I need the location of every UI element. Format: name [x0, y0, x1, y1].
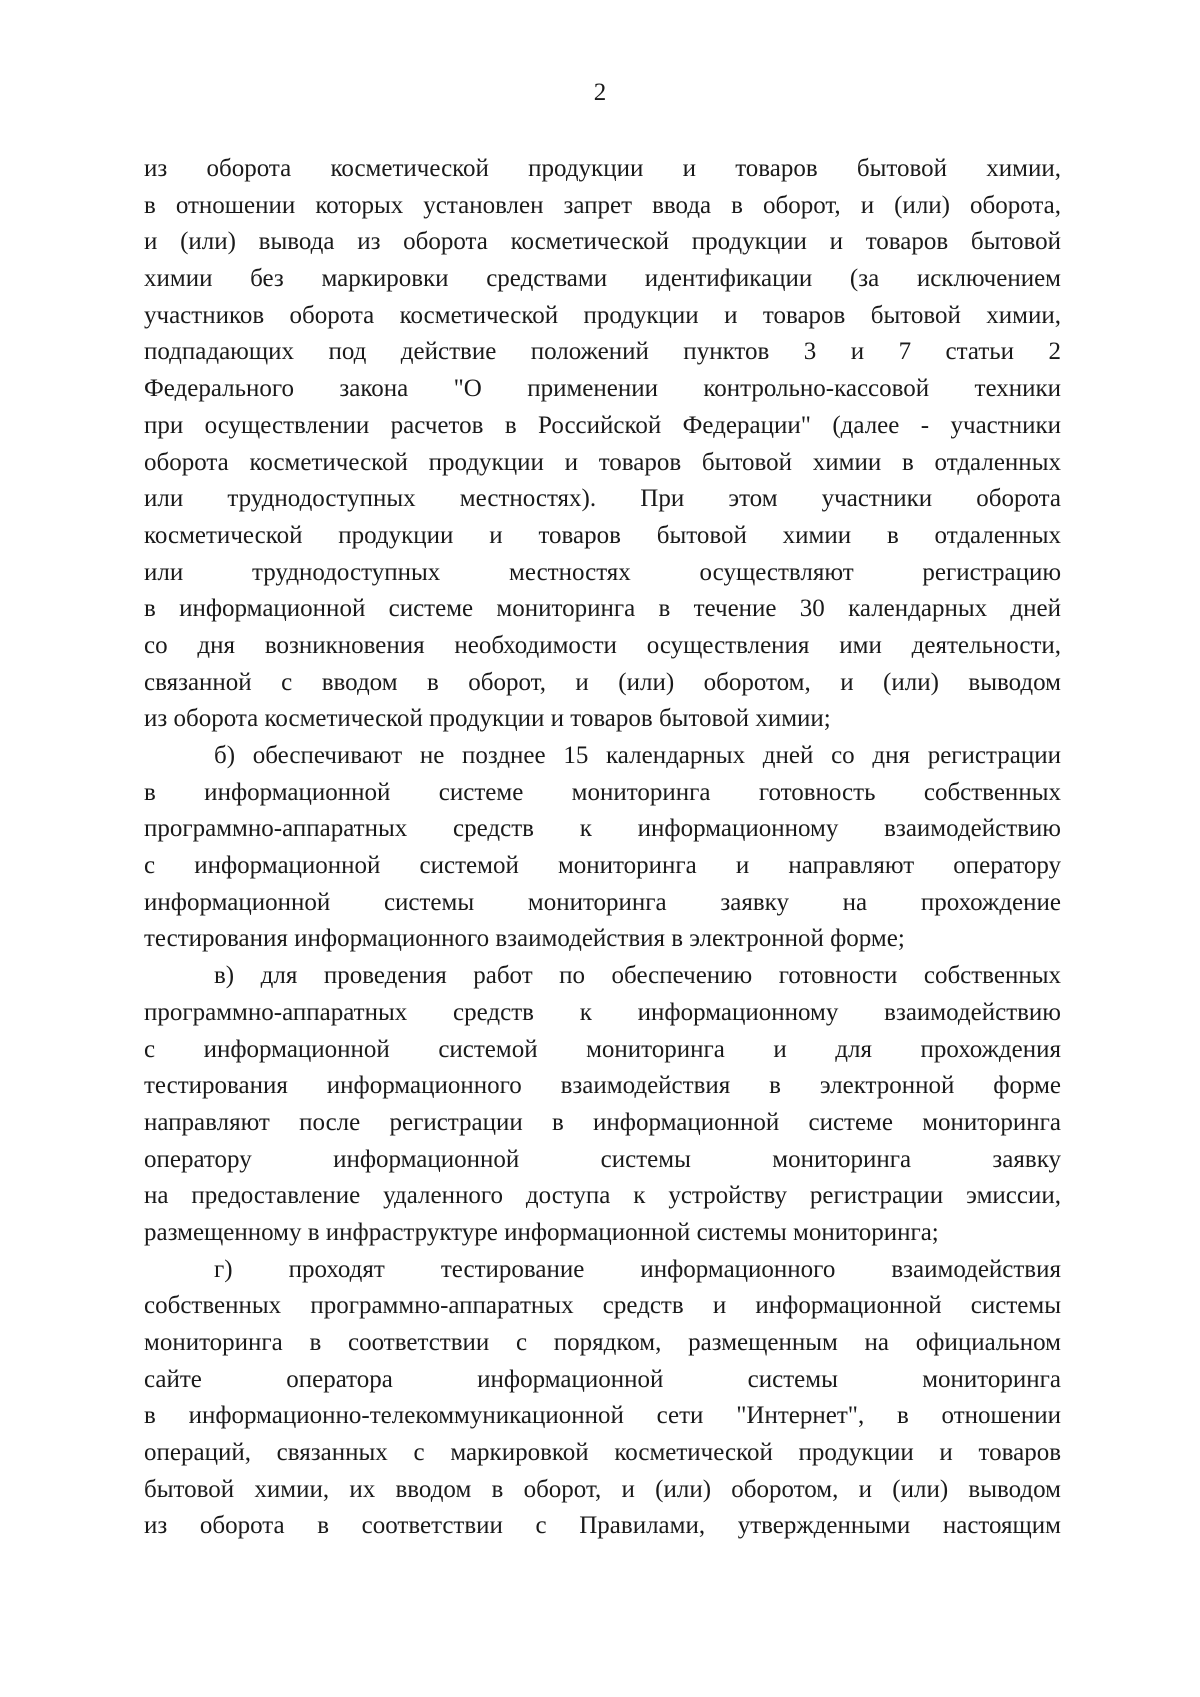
text-line: в информационной системе мониторинга в течение 30 календарных дней — [144, 595, 1061, 623]
text-line: при осуществлении расчетов в Российской Федерации" (далее - участники — [144, 411, 1061, 439]
text-line: мониторинга в соответствии с порядком, размещенным на официальном — [144, 1329, 1061, 1356]
paragraph-end-line: из оборота косметической продукции и товаров бытовой химии; — [144, 705, 831, 733]
text-line: программно-аппаратных средств к информационному взаимодействию — [144, 998, 1061, 1026]
text-line: программно-аппаратных средств к информационному взаимодействию — [144, 815, 1061, 843]
text-line: информационной системы мониторинга заявку на прохождение — [144, 888, 1061, 916]
page-number: 2 — [593, 79, 607, 106]
text-line: косметической продукции и товаров бытовой химии в отдаленных — [144, 521, 1061, 549]
text-line: Федерального закона "О применении контрольно-кассовой техники — [144, 375, 1061, 403]
text-line: со дня возникновения необходимости осуществления ими деятельности, — [144, 631, 1061, 659]
text-line: с информационной системой мониторинга и направляют оператору — [144, 852, 1061, 880]
text-line: подпадающих под действие положений пунктов 3 и 7 статьи 2 — [144, 338, 1061, 366]
paragraph-end-line: тестирования информационного взаимодействия в электронной форме; — [144, 925, 905, 953]
text-line: на предоставление удаленного доступа к устройству регистрации эмиссии, — [144, 1182, 1061, 1210]
text-line: в информационно-телекоммуникационной сети "Интернет", в отношении — [144, 1402, 1061, 1430]
text-line: химии без маркировки средствами идентификации (за исключением — [144, 265, 1061, 293]
text-line: с информационной системой мониторинга и для прохождения — [144, 1035, 1061, 1063]
text-line: участников оборота косметической продукции и товаров бытовой химии, — [144, 301, 1061, 329]
text-line: оборота косметической продукции и товаров бытовой химии в отдаленных — [144, 448, 1061, 476]
text-line: связанной с вводом в оборот, и (или) оборотом, и (или) выводом — [144, 668, 1061, 696]
text-line: в информационной системе мониторинга готовность собственных — [144, 778, 1061, 806]
text-line: в отношении которых установлен запрет ввода в оборот, и (или) оборота, — [144, 191, 1061, 219]
text-line: или труднодоступных местностях осуществляют регистрацию — [144, 558, 1061, 586]
paragraph-v-first-line: в) для проведения работ по обеспечению готовности собственных — [214, 962, 1061, 990]
text-line: тестирования информационного взаимодействия в электронной форме — [144, 1072, 1061, 1100]
text-line: собственных программно-аппаратных средств и информационной системы — [144, 1292, 1061, 1320]
text-line: направляют после регистрации в информационной системе мониторинга — [144, 1108, 1061, 1136]
text-line: или труднодоступных местностях). При этом участники оборота — [144, 485, 1061, 513]
text-line: оператору информационной системы мониторинга заявку — [144, 1145, 1061, 1173]
text-line: из оборота в соответствии с Правилами, утвержденными настоящим — [144, 1512, 1061, 1540]
paragraph-b-first-line: б) обеспечивают не позднее 15 календарных дней со дня регистрации — [214, 742, 1061, 769]
text-line: бытовой химии, их вводом в оборот, и (или) оборотом, и (или) выводом — [144, 1475, 1061, 1503]
text-line: сайте оператора информационной системы мониторинга — [144, 1365, 1061, 1393]
text-line: и (или) вывода из оборота косметической продукции и товаров бытовой — [144, 228, 1061, 256]
text-line: операций, связанных с маркировкой косметической продукции и товаров — [144, 1439, 1061, 1467]
document-body — [144, 151, 1061, 1545]
text-line: из оборота косметической продукции и товаров бытовой химии, — [144, 155, 1061, 182]
paragraph-end-line: размещенному в инфраструктуре информационной системы мониторинга; — [144, 1218, 939, 1246]
paragraph-g-first-line: г) проходят тестирование информационного взаимодействия — [214, 1255, 1061, 1283]
